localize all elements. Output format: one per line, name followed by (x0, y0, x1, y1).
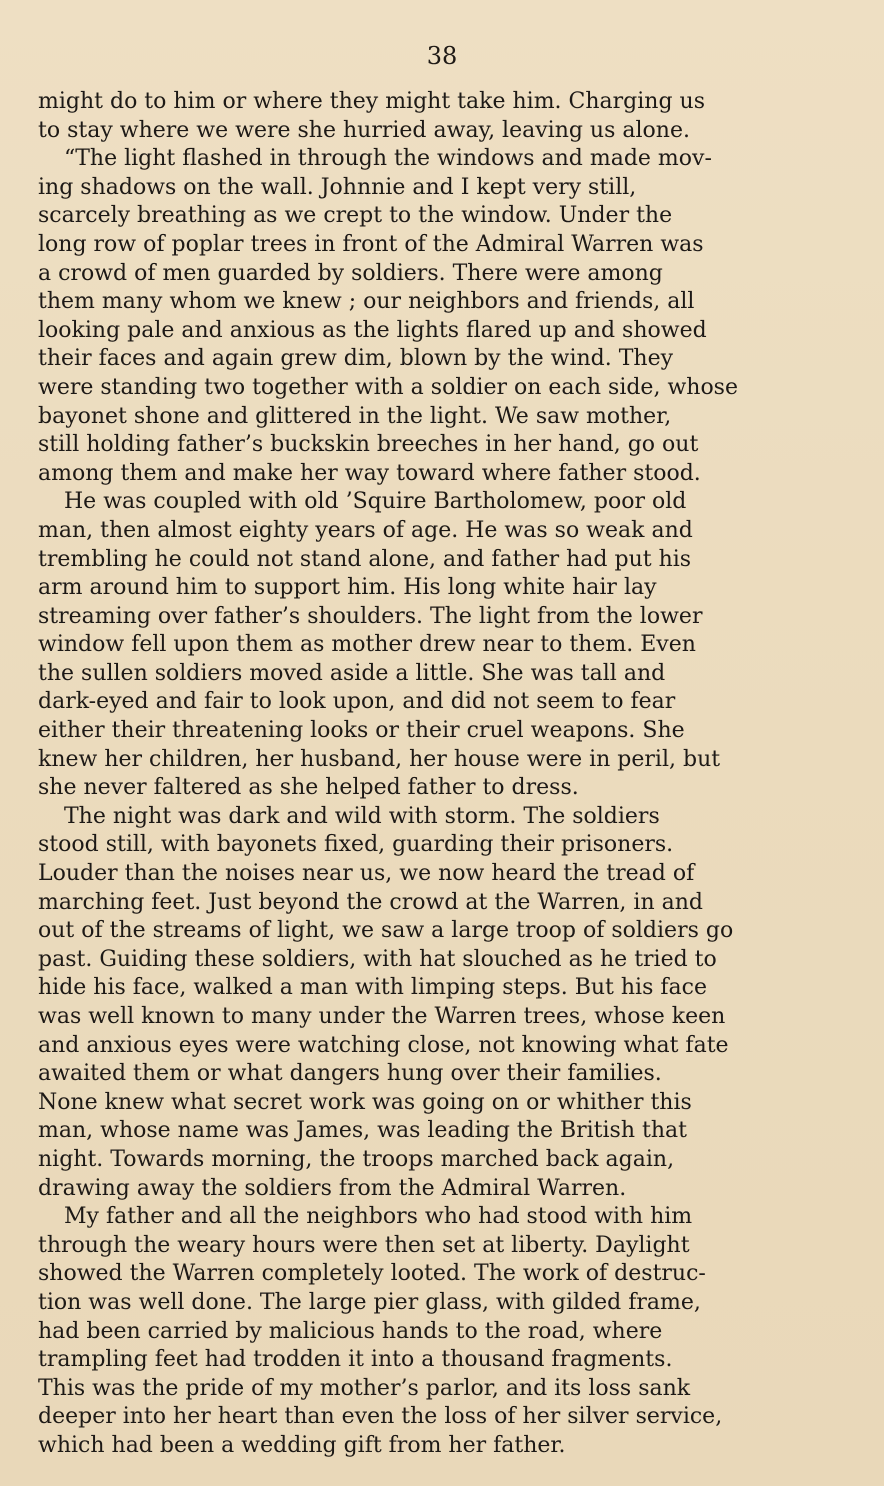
text-line: were standing two together with a soldier on each side, whose (38, 374, 738, 400)
text-line: The night was dark and wild with storm. The soldiers (64, 803, 660, 829)
text-line: she never faltered as she helped father to dress. (38, 775, 579, 801)
text-line: still holding father’s buckskin breeches in her hand, go out (38, 432, 699, 458)
page-number: 38 (426, 42, 458, 70)
text-line: the sullen soldiers moved aside a little. She was tall and (38, 660, 666, 686)
text-line: bayonet shone and glittered in the light. We saw mother, (38, 403, 672, 429)
text-line: None knew what secret work was going on or whither this (38, 1089, 692, 1115)
text-line: arm around him to support him. His long white hair lay (38, 575, 657, 601)
text-line: dark-eyed and fair to look upon, and did not seem to fear (38, 689, 676, 715)
text-line: was well known to many under the Warren trees, whose keen (38, 1004, 726, 1029)
text-line: “The light flashed in through the windows and made mov- (64, 146, 712, 172)
text-line: had been carried by malicious hands to the road, where (38, 1318, 663, 1344)
text-line: to stay where we were she hurried away, leaving us alone. (38, 117, 690, 143)
text-line: marching feet. Just beyond the crowd at the Warren, in and (38, 889, 703, 915)
text-line: knew her children, her husband, her house were in peril, but (38, 746, 721, 772)
text-line: past. Guiding these soldiers, with hat slouched as he tried to (38, 946, 717, 972)
text-line: them many whom we knew ; our neighbors and friends, all (38, 289, 695, 315)
text-line: a crowd of men guarded by soldiers. There were among (38, 260, 663, 286)
text-line: which had been a wedding gift from her father. (38, 1432, 566, 1458)
text-line: their faces and again grew dim, blown by the wind. They (38, 346, 674, 372)
text-line: ing shadows on the wall. Johnnie and I kept very still, (38, 174, 637, 200)
text-line: streaming over father’s shoulders. The light from the lower (38, 603, 703, 629)
text-line: either their threatening looks or their cruel weapons. She (38, 718, 685, 744)
text-line: window fell upon them as mother drew near to them. Even (38, 632, 696, 658)
text-line: looking pale and anxious as the lights flared up and showed (38, 317, 707, 343)
text-line: This was the pride of my mother’s parlor, and its loss sank (38, 1375, 691, 1401)
text-line: Louder than the noises near us, we now heard the tread of (38, 861, 695, 887)
body-text (38, 88, 816, 1461)
text-line: might do to him or where they might take him. Charging us (38, 89, 705, 114)
text-line: and anxious eyes were watching close, not knowing what fate (38, 1032, 729, 1058)
text-line: scarcely breathing as we crept to the window. Under the (38, 203, 673, 229)
text-line: hide his face, walked a man with limping steps. But his face (38, 975, 707, 1001)
text-line: through the weary hours were then set at liberty. Daylight (38, 1232, 690, 1258)
text-line: stood still, with bayonets fixed, guarding their prisoners. (38, 832, 674, 858)
text-line: drawing away the soldiers from the Admiral Warren. (38, 1175, 627, 1201)
text-line: My father and all the neighbors who had stood with him (64, 1204, 693, 1230)
text-line: trampling feet had trodden it into a thousand fragments. (38, 1347, 673, 1373)
text-line: among them and make her way toward where father stood. (38, 460, 701, 486)
text-line: awaited them or what dangers hung over their families. (38, 1061, 662, 1087)
text-line: showed the Warren completely looted. The work of destruc- (38, 1261, 706, 1287)
text-line: man, whose name was James, was leading the British that (38, 1118, 687, 1144)
text-line: tion was well done. The large pier glass, with gilded frame, (38, 1289, 701, 1315)
text-line: deeper into her heart than even the loss of her silver service, (38, 1404, 723, 1430)
text-line: trembling he could not stand alone, and father had put his (38, 546, 692, 572)
text-line: long row of poplar trees in front of the Admiral Warren was (38, 231, 704, 257)
text-line: He was coupled with old ’Squire Bartholomew, poor old (64, 489, 687, 515)
text-line: man, then almost eighty years of age. He was so weak and (38, 517, 693, 543)
text-line: out of the streams of light, we saw a large troop of soldiers go (38, 918, 734, 944)
text-line: night. Towards morning, the troops marched back again, (38, 1146, 675, 1172)
